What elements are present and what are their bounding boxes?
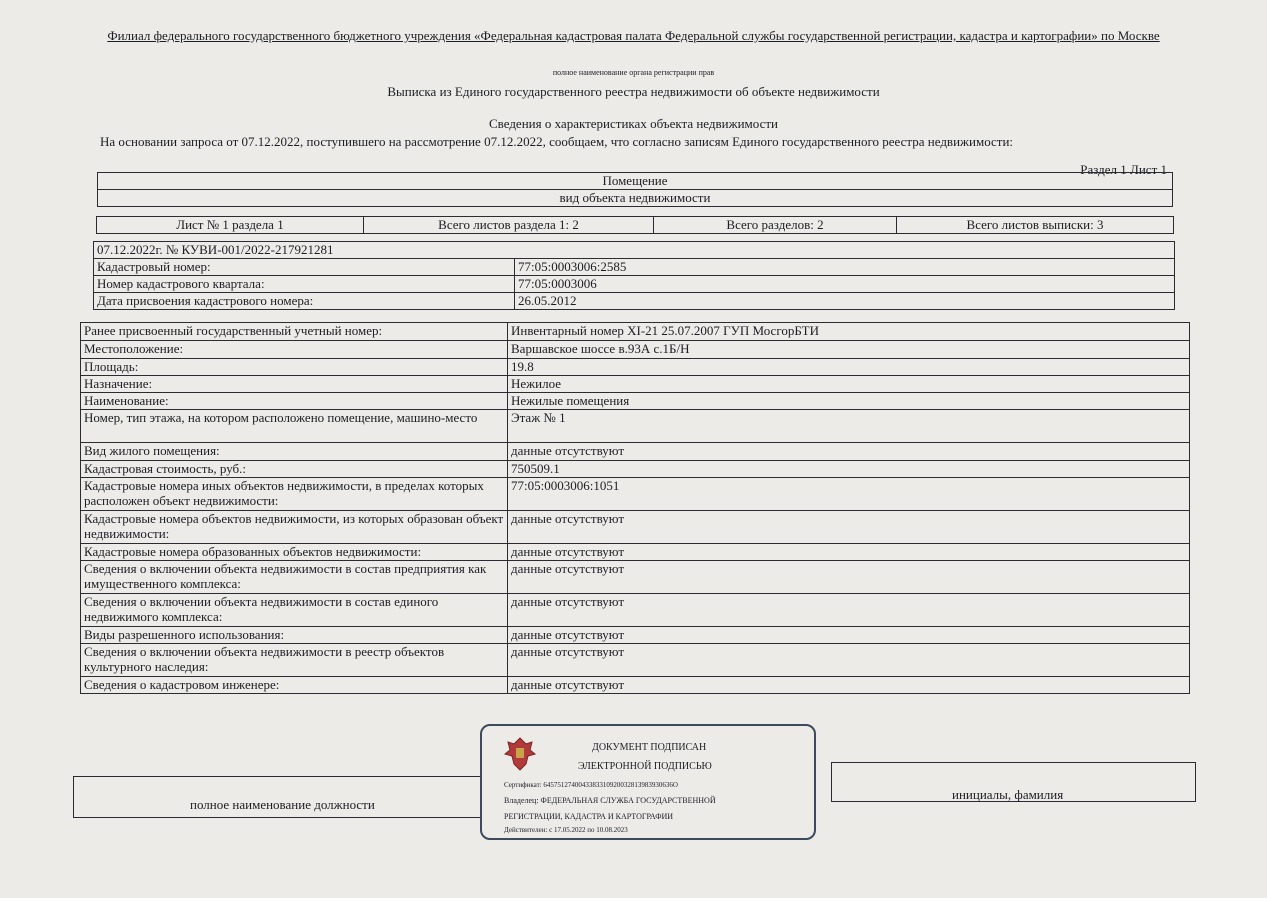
sheet-number: Лист № 1 раздела 1 [97, 217, 364, 234]
main-row [94, 276, 1175, 293]
detail-row-label: Кадастровые номера иных объектов недвижимости, в пределах которых расположен объект недвижимости: [81, 478, 508, 511]
name-caption: инициалы, фамилия [952, 787, 1064, 802]
detail-row-label: Сведения о включении объекта недвижимости в состав предприятия как имущественного комплекса: [81, 561, 508, 594]
detail-row-value: 750509.1 [508, 461, 1190, 478]
sheets-total: Всего листов выписки: 3 [897, 217, 1174, 234]
detail-row-label: Сведения о включении объекта недвижимости в реестр объектов культурного наследия: [81, 644, 508, 677]
document-subtitle: Сведения о характеристиках объекта недвижимости [488, 116, 779, 131]
detail-row-label: Ранее присвоенный государственный учетный номер: [81, 323, 508, 341]
main-row-label: Номер кадастрового квартала: [94, 276, 515, 293]
detail-row-label: Площадь: [81, 359, 508, 376]
detail-row [81, 644, 1190, 677]
detail-row-value: Этаж № 1 [508, 410, 1190, 443]
details-table [80, 322, 1190, 694]
main-row [94, 293, 1175, 310]
section-sheet-label: Раздел 1 Лист 1 [1080, 162, 1167, 177]
stamp-certificate: Сертификат: 6457512740043383310920032813983930636О [504, 781, 678, 789]
detail-row-value: данные отсутствуют [508, 511, 1190, 544]
sections-total: Всего разделов: 2 [654, 217, 897, 234]
detail-row-label: Номер, тип этажа, на котором расположено помещение, машино-место [81, 410, 508, 443]
detail-row-label: Вид жилого помещения: [81, 443, 508, 461]
detail-row-value: Нежилое [508, 376, 1190, 393]
stamp-line1: ДОКУМЕНТ ПОДПИСАН [592, 742, 707, 753]
detail-row-value: данные отсутствуют [508, 443, 1190, 461]
detail-row-value: Нежилые помещения [508, 393, 1190, 410]
stamp-owner2: РЕГИСТРАЦИИ, КАДАСТРА И КАРТОГРАФИИ [504, 812, 674, 821]
detail-row [81, 594, 1190, 627]
detail-row-label: Кадастровая стоимость, руб.: [81, 461, 508, 478]
object-type-table [97, 172, 1173, 207]
position-field [73, 776, 485, 818]
detail-row-value: Варшавское шоссе в.93А с.1Б/Н [508, 341, 1190, 359]
detail-row [81, 341, 1190, 359]
position-caption: полное наименование должности [190, 797, 375, 812]
coat-of-arms-icon [502, 734, 538, 774]
detail-row-label: Назначение: [81, 376, 508, 393]
request-basis: На основании запроса от 07.12.2022, поступившего на рассмотрение 07.12.2022, сообщаем, что согласно записям Единого государственного реестра недвижимости: [100, 134, 1014, 149]
detail-row-label: Кадастровые номера объектов недвижимости, из которых образован объект недвижимости: [81, 511, 508, 544]
stamp-line2: ЭЛЕКТРОННОЙ ПОДПИСЬЮ [578, 761, 712, 772]
detail-row-value: данные отсутствуют [508, 544, 1190, 561]
detail-row [81, 376, 1190, 393]
main-row-label: Кадастровый номер: [94, 259, 515, 276]
main-row [94, 259, 1175, 276]
detail-row-value: 77:05:0003006:1051 [508, 478, 1190, 511]
detail-row [81, 410, 1190, 443]
detail-row-value: данные отсутствуют [508, 644, 1190, 677]
detail-row [81, 677, 1190, 694]
main-row-value: 26.05.2012 [515, 293, 1175, 310]
detail-row-value: данные отсутствуют [508, 677, 1190, 694]
detail-row-label: Местоположение: [81, 341, 508, 359]
detail-row-value: данные отсутствуют [508, 627, 1190, 644]
detail-row [81, 544, 1190, 561]
main-row-value: 77:05:0003006:2585 [515, 259, 1175, 276]
document-title: Выписка из Единого государственного реестра недвижимости об объекте недвижимости [387, 84, 880, 99]
detail-row-value: данные отсутствуют [508, 594, 1190, 627]
detail-row [81, 561, 1190, 594]
main-row-value: 77:05:0003006 [515, 276, 1175, 293]
detail-row [81, 627, 1190, 644]
stamp-valid: Действителен: с 17.05.2022 по 10.08.2023 [504, 826, 628, 834]
object-type: Помещение [98, 173, 1173, 190]
detail-row-label: Наименование: [81, 393, 508, 410]
sheets-in-section: Всего листов раздела 1: 2 [364, 217, 654, 234]
detail-row-label: Сведения о кадастровом инженере: [81, 677, 508, 694]
name-field [831, 762, 1196, 802]
detail-row [81, 323, 1190, 341]
organization-caption: полное наименование органа регистрации прав [552, 68, 715, 77]
main-info-table [93, 241, 1175, 310]
detail-row [81, 393, 1190, 410]
detail-row [81, 511, 1190, 544]
object-type-caption: вид объекта недвижимости [98, 190, 1173, 207]
record-id: 07.12.2022г. № КУВИ-001/2022-217921281 [94, 242, 1175, 259]
e-signature-stamp [480, 724, 816, 840]
stamp-owner1: Владелец: ФЕДЕРАЛЬНАЯ СЛУЖБА ГОСУДАРСТВЕННОЙ [504, 796, 716, 805]
detail-row-value: данные отсутствуют [508, 561, 1190, 594]
detail-row-label: Сведения о включении объекта недвижимости в состав единого недвижимого комплекса: [81, 594, 508, 627]
detail-row [81, 461, 1190, 478]
detail-row [81, 359, 1190, 376]
detail-row [81, 478, 1190, 511]
detail-row [81, 443, 1190, 461]
main-row-label: Дата присвоения кадастрового номера: [94, 293, 515, 310]
detail-row-label: Виды разрешенного использования: [81, 627, 508, 644]
sheet-info-table [96, 216, 1174, 234]
detail-row-label: Кадастровые номера образованных объектов недвижимости: [81, 544, 508, 561]
detail-row-value: Инвентарный номер XI-21 25.07.2007 ГУП МосгорБТИ [508, 323, 1190, 341]
detail-row-value: 19.8 [508, 359, 1190, 376]
organization-name: Филиал федерального государственного бюджетного учреждения «Федеральная кадастровая палата Федеральной службы государственной регистрации, кадастра и картографии» по Москве [107, 28, 1160, 43]
